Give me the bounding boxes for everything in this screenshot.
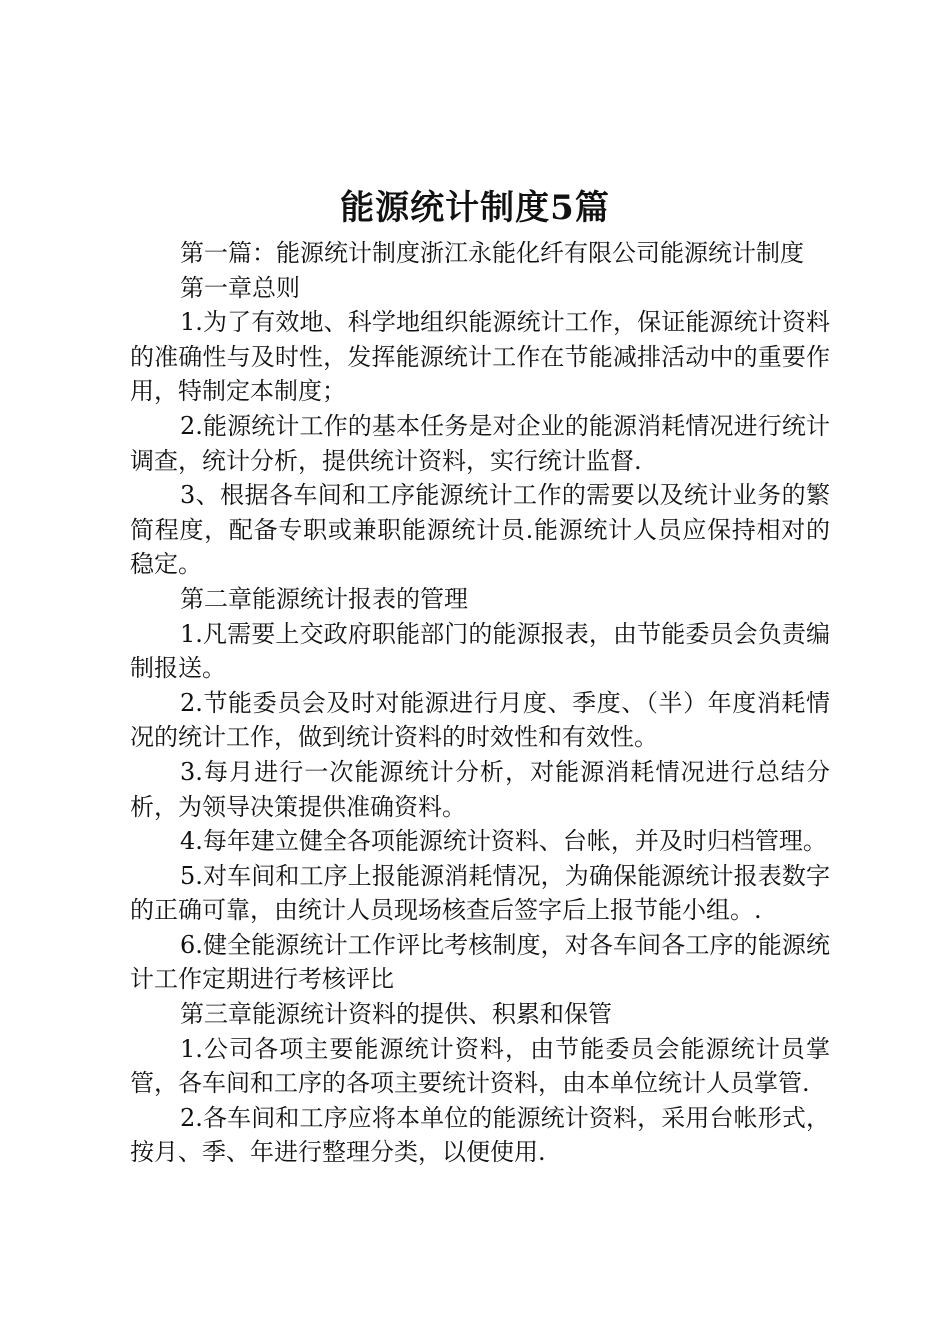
paragraph-chapter-3-heading: 第三章能源统计资料的提供、积累和保管 (180, 1000, 612, 1029)
paragraph-1-3: 3、根据各车间和工序能源统计工作的需要以及统计业务的繁简程度，配备专职或兼职能源统计员.能源统计人员应保持相对的稳定。 (130, 481, 830, 579)
paragraph-2-2: 2.节能委员会及时对能源进行月度、季度、（半）年度消耗情况的统计工作，做到统计资料的时效性和有效性。 (130, 688, 830, 752)
paragraph-3-2: 2.各车间和工序应将本单位的能源统计资料，采用台帐形式，按月、季、年进行整理分类，以便使用. (130, 1103, 830, 1167)
paragraph-2-6: 6.健全能源统计工作评比考核制度，对各车间各工序的能源统计工作定期进行考核评比 (130, 930, 830, 994)
paragraph-part-heading: 第一篇：能源统计制度浙江永能化纤有限公司能源统计制度 (180, 239, 804, 267)
paragraph-3-1: 1.公司各项主要能源统计资料，由节能委员会能源统计员掌管，各车间和工序的各项主要统计资料，由本单位统计人员掌管. (130, 1034, 830, 1098)
paragraph-2-1: 1.凡需要上交政府职能部门的能源报表，由节能委员会负责编制报送。 (130, 619, 830, 683)
document-title: 能源统计制度5篇 (340, 188, 610, 228)
paragraph-2-5: 5.对车间和工序上报能源消耗情况，为确保能源统计报表数字的正确可靠，由统计人员现场核查后签字后上报节能小组。. (130, 861, 830, 925)
paragraph-1-1: 1.为了有效地、科学地组织能源统计工作，保证能源统计资料的准确性与及时性，发挥能源统计工作在节能减排活动中的重要作用，特制定本制度； (130, 308, 830, 406)
paragraph-1-2: 2.能源统计工作的基本任务是对企业的能源消耗情况进行统计调查，统计分析，提供统计资料，实行统计监督. (130, 411, 830, 475)
paragraph-2-4: 4.每年建立健全各项能源统计资料、台帐，并及时归档管理。 (180, 827, 827, 856)
document-body (130, 236, 830, 1170)
paragraph-chapter-2-heading: 第二章能源统计报表的管理 (180, 584, 468, 613)
paragraph-2-3: 3.每月进行一次能源统计分析，对能源消耗情况进行总结分析，为领导决策提供准确资料。 (130, 757, 830, 821)
paragraph-chapter-1-heading: 第一章总则 (180, 273, 300, 302)
